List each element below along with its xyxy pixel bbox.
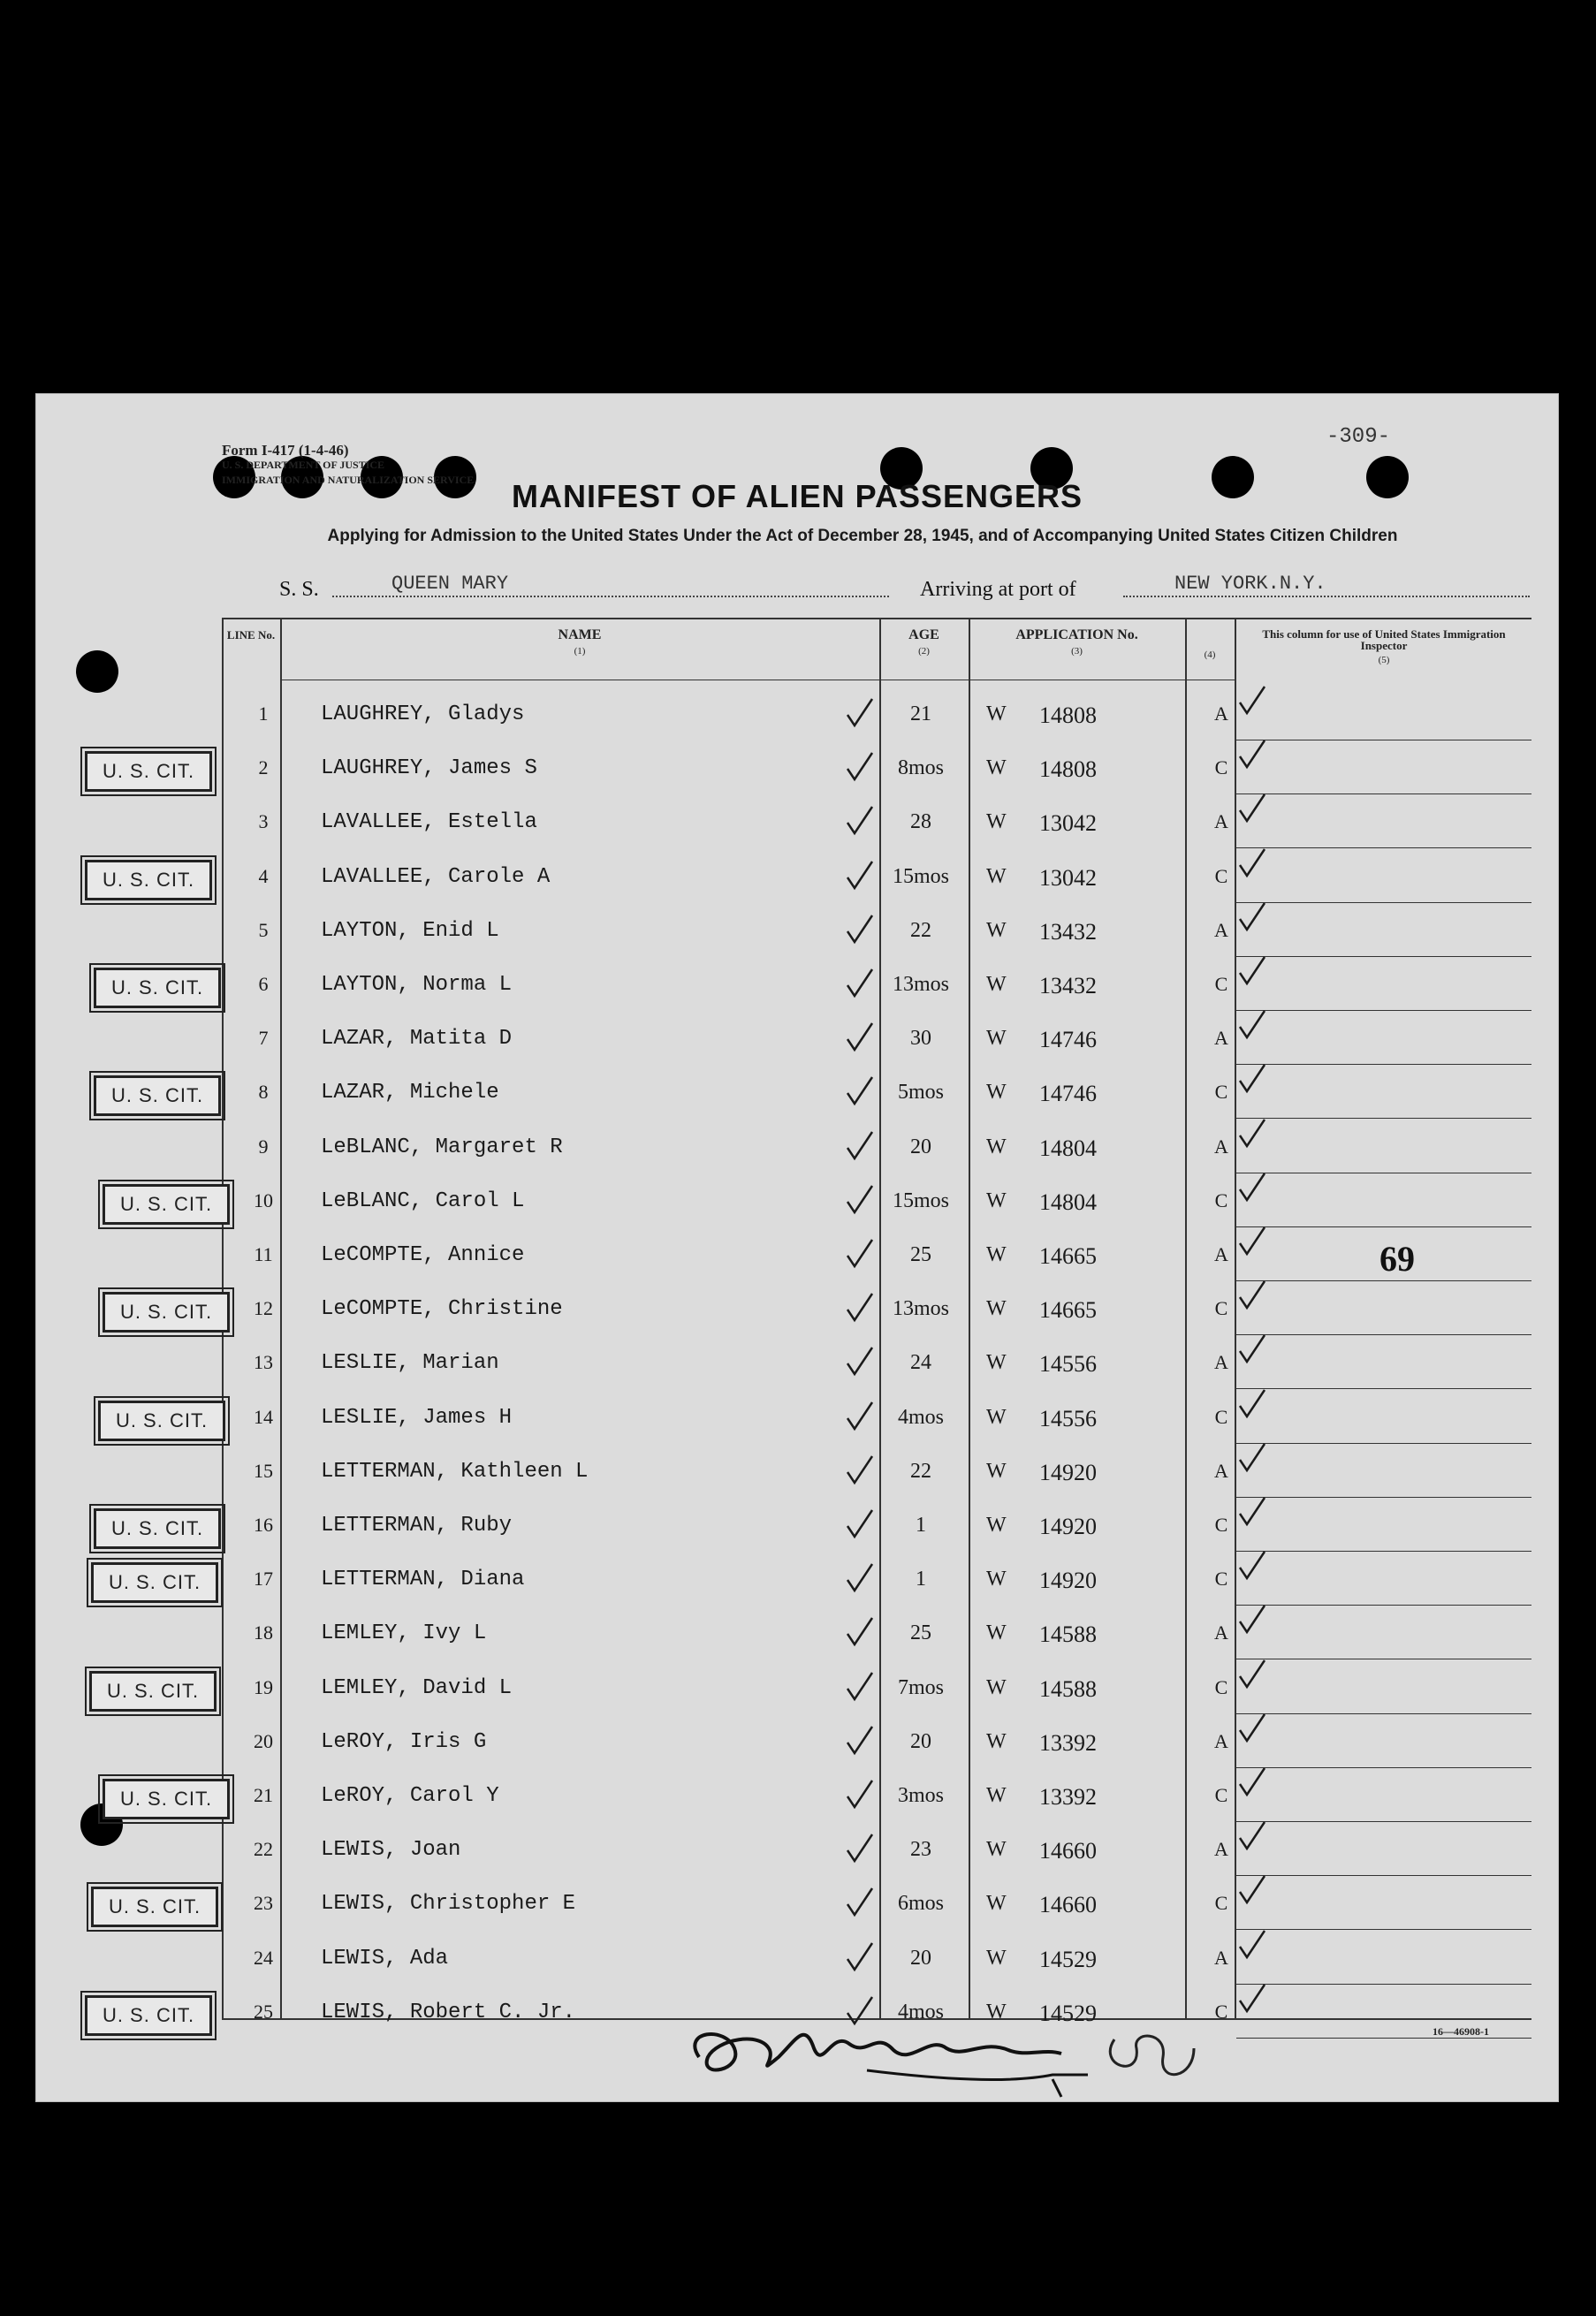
application-prefix: W (986, 1946, 1007, 1970)
passenger-table (222, 618, 1531, 2026)
page-number: -309- (1326, 425, 1391, 449)
inspector-rule (1236, 1064, 1531, 1065)
passenger-age: 15mos (892, 864, 949, 888)
inspector-rule (1236, 1010, 1531, 1011)
line-number: 16 (254, 1514, 273, 1536)
check-mark-icon (844, 1614, 876, 1650)
check-mark-icon (844, 1940, 876, 1975)
passenger-class: C (1214, 973, 1228, 995)
passenger-class: A (1214, 1351, 1228, 1374)
form-number: Form I-417 (1-4-46) (222, 442, 349, 459)
passenger-name: LAYTON, Norma L (321, 973, 513, 997)
manifest-page (35, 393, 1559, 2102)
manifest-subtitle: Applying for Admission to the United States Under the Act of December 28, 1945, and of Accompanying United States Citizen Children (327, 527, 1398, 545)
application-prefix: W (986, 756, 1007, 780)
line-number: 14 (254, 1405, 273, 1428)
table-row (222, 1770, 1531, 1824)
port-dotted-line (1123, 596, 1530, 597)
passenger-class: A (1214, 1243, 1228, 1265)
line-number: 2 (258, 756, 269, 779)
check-mark-icon (1236, 1386, 1268, 1422)
table-row (222, 1283, 1531, 1337)
check-mark-icon (1236, 1927, 1268, 1963)
inspector-rule (1236, 1875, 1531, 1876)
passenger-name: LeBLANC, Carol L (321, 1188, 525, 1213)
inspector-total: 69 (1379, 1239, 1415, 1279)
inspector-rule (1236, 1497, 1531, 1498)
inspector-rule (1236, 1388, 1531, 1389)
signature-scribble (673, 1995, 1220, 2101)
header-line-no: LINE No. (226, 628, 276, 642)
inspector-rule (1236, 1767, 1531, 1768)
passenger-name: LeROY, Iris G (321, 1729, 487, 1754)
passenger-class: A (1214, 1621, 1228, 1644)
passenger-class: C (1214, 1892, 1228, 1915)
table-row (222, 1878, 1531, 1932)
passenger-class: C (1214, 1405, 1228, 1428)
table-row (222, 1553, 1531, 1607)
passenger-name: LETTERMAN, Ruby (321, 1514, 513, 1538)
ship-dotted-line (332, 596, 889, 597)
application-prefix: W (986, 1892, 1007, 1916)
application-number: 14808 (1039, 756, 1097, 783)
check-mark-icon (1236, 1657, 1268, 1692)
line-number: 22 (254, 1838, 273, 1861)
line-number: 12 (254, 1297, 273, 1320)
inspector-rule (1236, 1334, 1531, 1335)
line-number: 19 (254, 1675, 273, 1698)
inspector-rule (1236, 1984, 1531, 1985)
application-prefix: W (986, 1729, 1007, 1753)
passenger-age: 30 (910, 1027, 931, 1051)
line-number: 23 (254, 1892, 273, 1915)
table-row (222, 1067, 1531, 1120)
passenger-age: 22 (910, 1459, 931, 1483)
line-number: 17 (254, 1568, 273, 1591)
passenger-age: 3mos (897, 1784, 944, 1807)
check-mark-icon (844, 966, 876, 1001)
table-row (222, 1121, 1531, 1175)
us-citizen-stamp: U. S. CIT. (85, 860, 212, 900)
application-prefix: W (986, 1297, 1007, 1321)
table-row (222, 959, 1531, 1013)
application-number: 14665 (1039, 1297, 1097, 1324)
passenger-age: 25 (910, 1243, 931, 1266)
check-mark-icon (1236, 846, 1268, 881)
check-mark-icon (1236, 953, 1268, 989)
application-prefix: W (986, 1351, 1007, 1375)
line-number: 1 (258, 702, 269, 725)
application-number: 14665 (1039, 1243, 1097, 1269)
line-number: 7 (258, 1027, 269, 1050)
passenger-name: LESLIE, James H (321, 1405, 513, 1430)
passenger-age: 5mos (897, 1081, 944, 1105)
check-mark-icon (1236, 1170, 1268, 1205)
us-citizen-stamp: U. S. CIT. (85, 751, 212, 792)
check-mark-icon (844, 1344, 876, 1379)
table-row (222, 1500, 1531, 1553)
passenger-name: LAVALLEE, Estella (321, 810, 537, 835)
passenger-name: LEWIS, Christopher E (321, 1892, 576, 1917)
passenger-name: LAUGHREY, Gladys (321, 702, 525, 726)
passenger-class: C (1214, 1188, 1228, 1211)
check-mark-icon (1236, 683, 1268, 718)
table-row (222, 905, 1531, 959)
check-mark-icon (844, 1290, 876, 1325)
check-mark-icon (1236, 1602, 1268, 1637)
passenger-name: LAVALLEE, Carole A (321, 864, 551, 889)
line-number: 8 (258, 1081, 269, 1104)
inspector-rule (1236, 1713, 1531, 1714)
check-mark-icon (844, 1723, 876, 1758)
table-row (222, 1446, 1531, 1500)
passenger-age: 23 (910, 1838, 931, 1862)
table-row (222, 1662, 1531, 1716)
table-row (222, 796, 1531, 850)
passenger-name: LAZAR, Michele (321, 1081, 499, 1105)
check-mark-icon (844, 912, 876, 947)
passenger-name: LETTERMAN, Kathleen L (321, 1459, 589, 1484)
us-citizen-stamp: U. S. CIT. (103, 1779, 230, 1819)
us-citizen-stamp: U. S. CIT. (94, 1508, 221, 1549)
application-prefix: W (986, 918, 1007, 942)
passenger-name: LAYTON, Enid L (321, 918, 499, 943)
check-mark-icon (1236, 1872, 1268, 1908)
passenger-class: C (1214, 1675, 1228, 1698)
inspector-rule (1236, 1226, 1531, 1227)
passenger-age: 4mos (897, 2000, 944, 2024)
application-number: 14660 (1039, 1838, 1097, 1864)
application-prefix: W (986, 2000, 1007, 2024)
check-mark-icon (844, 1669, 876, 1705)
check-mark-icon (1236, 1765, 1268, 1800)
application-prefix: W (986, 810, 1007, 834)
passenger-age: 13mos (892, 1297, 949, 1321)
passenger-name: LeCOMPTE, Christine (321, 1297, 563, 1322)
application-number: 14920 (1039, 1514, 1097, 1539)
inspector-rule (1236, 847, 1531, 848)
table-row (222, 1337, 1531, 1391)
check-mark-icon (844, 1020, 876, 1055)
check-mark-icon (1236, 900, 1268, 935)
passenger-age: 20 (910, 1729, 931, 1753)
inspector-rule (1236, 1929, 1531, 1930)
passenger-class: A (1214, 1729, 1228, 1752)
check-mark-icon (844, 1074, 876, 1109)
inspector-rule (1236, 1280, 1531, 1281)
us-citizen-stamp: U. S. CIT. (91, 1562, 218, 1603)
table-row (222, 688, 1531, 742)
line-number: 3 (258, 810, 269, 833)
line-number: 20 (254, 1729, 273, 1752)
document-id: 16—46908-1 (1433, 2025, 1489, 2038)
line-number: 5 (258, 918, 269, 941)
check-mark-icon (1236, 1711, 1268, 1746)
check-mark-icon (844, 695, 876, 731)
service-line: IMMIGRATION AND NATURALIZATION SERVICE (222, 474, 475, 486)
line-number: 18 (254, 1621, 273, 1644)
passenger-name: LeBLANC, Margaret R (321, 1135, 563, 1159)
check-mark-icon (1236, 1548, 1268, 1583)
passenger-class: C (1214, 1081, 1228, 1104)
passenger-name: LEWIS, Ada (321, 1946, 449, 1970)
application-number: 14588 (1039, 1675, 1097, 1702)
us-citizen-stamp: U. S. CIT. (94, 968, 221, 1008)
line-number: 24 (254, 1946, 273, 1969)
application-prefix: W (986, 1514, 1007, 1537)
application-prefix: W (986, 1135, 1007, 1158)
passenger-class: A (1214, 1027, 1228, 1050)
inspector-rule (1236, 956, 1531, 957)
passenger-age: 20 (910, 1135, 931, 1158)
application-number: 13432 (1039, 973, 1097, 999)
check-mark-icon (844, 803, 876, 839)
passenger-class: C (1214, 2000, 1228, 2023)
application-prefix: W (986, 1568, 1007, 1591)
application-number: 14556 (1039, 1405, 1097, 1431)
us-citizen-stamp: U. S. CIT. (94, 1075, 221, 1116)
table-row (222, 1716, 1531, 1770)
line-number: 21 (254, 1784, 273, 1806)
application-prefix: W (986, 1243, 1007, 1266)
passenger-class: C (1214, 1514, 1228, 1536)
passenger-age: 15mos (892, 1188, 949, 1212)
application-prefix: W (986, 702, 1007, 725)
passenger-age: 1 (916, 1568, 926, 1591)
line-number: 9 (258, 1135, 269, 1158)
application-prefix: W (986, 864, 1007, 888)
passenger-class: A (1214, 1135, 1228, 1158)
check-mark-icon (1236, 1494, 1268, 1530)
passenger-name: LEWIS, Joan (321, 1838, 461, 1863)
check-mark-icon (1236, 1332, 1268, 1367)
passenger-class: A (1214, 918, 1228, 941)
us-citizen-stamp: U. S. CIT. (103, 1292, 230, 1333)
passenger-name: LEMLEY, David L (321, 1675, 513, 1700)
check-mark-icon (1236, 1224, 1268, 1259)
check-mark-icon (844, 1777, 876, 1812)
check-mark-icon (844, 1236, 876, 1272)
check-mark-icon (844, 1885, 876, 1920)
passenger-age: 6mos (897, 1892, 944, 1916)
passenger-age: 24 (910, 1351, 931, 1375)
application-number: 14529 (1039, 1946, 1097, 1972)
application-number: 13392 (1039, 1784, 1097, 1810)
check-mark-icon (844, 1399, 876, 1434)
application-prefix: W (986, 1459, 1007, 1483)
check-mark-icon (1236, 791, 1268, 826)
us-citizen-stamp: U. S. CIT. (89, 1671, 217, 1712)
application-number: 13042 (1039, 810, 1097, 837)
line-number: 15 (254, 1459, 273, 1482)
check-mark-icon (1236, 737, 1268, 772)
line-number: 13 (254, 1351, 273, 1374)
table-row (222, 851, 1531, 905)
application-number: 14529 (1039, 2000, 1097, 2026)
check-mark-icon (844, 1831, 876, 1866)
check-mark-icon (844, 1182, 876, 1218)
header-age: AGE (2) (908, 627, 939, 657)
line-number: 10 (254, 1188, 273, 1211)
ship-line (248, 573, 1530, 603)
application-prefix: W (986, 1188, 1007, 1212)
port-label: Arriving at port of (920, 578, 1076, 601)
department-line: U. S. DEPARTMENT OF JUSTICE (222, 459, 385, 471)
application-number: 14588 (1039, 1621, 1097, 1648)
passenger-name: LEWIS, Robert C. Jr. (321, 2000, 576, 2024)
passenger-name: LETTERMAN, Diana (321, 1568, 525, 1592)
inspector-rule (1236, 1443, 1531, 1444)
passenger-class: A (1214, 1946, 1228, 1969)
manifest-title: MANIFEST OF ALIEN PASSENGERS (511, 478, 1083, 514)
application-prefix: W (986, 1405, 1007, 1429)
inspector-rule (1236, 1821, 1531, 1822)
table-row (222, 1229, 1531, 1283)
us-citizen-stamp: U. S. CIT. (91, 1887, 218, 1927)
header-application: APPLICATION No. (3) (1015, 627, 1138, 657)
table-row (222, 1392, 1531, 1446)
passenger-age: 8mos (897, 756, 944, 780)
application-number: 14660 (1039, 1892, 1097, 1918)
passenger-age: 7mos (897, 1675, 944, 1699)
application-number: 14920 (1039, 1459, 1097, 1485)
passenger-class: C (1214, 756, 1228, 779)
check-mark-icon (1236, 1061, 1268, 1097)
header-col4: (4) (1204, 649, 1216, 660)
check-mark-icon (1236, 1819, 1268, 1854)
check-mark-icon (1236, 1981, 1268, 2016)
us-citizen-stamp: U. S. CIT. (85, 1995, 212, 2036)
table-row (222, 1175, 1531, 1229)
check-mark-icon (844, 1507, 876, 1542)
passenger-class: A (1214, 702, 1228, 725)
application-prefix: W (986, 1081, 1007, 1105)
passenger-class: A (1214, 810, 1228, 833)
us-citizen-stamp: U. S. CIT. (103, 1184, 230, 1225)
passenger-age: 22 (910, 918, 931, 942)
port-name: NEW YORK.N.Y. (1174, 573, 1326, 595)
inspector-rule (1236, 1605, 1531, 1606)
application-prefix: W (986, 1675, 1007, 1699)
application-prefix: W (986, 973, 1007, 996)
application-number: 13432 (1039, 918, 1097, 945)
inspector-rule (1236, 902, 1531, 903)
inspector-rule (1236, 1118, 1531, 1119)
application-number: 14804 (1039, 1135, 1097, 1161)
application-number: 14746 (1039, 1027, 1097, 1053)
passenger-age: 1 (916, 1514, 926, 1537)
ship-name: QUEEN MARY (391, 573, 509, 595)
passenger-name: LESLIE, Marian (321, 1351, 499, 1376)
application-number: 14556 (1039, 1351, 1097, 1378)
application-prefix: W (986, 1621, 1007, 1645)
check-mark-icon (844, 1453, 876, 1488)
check-mark-icon (844, 1560, 876, 1596)
passenger-name: LEMLEY, Ivy L (321, 1621, 487, 1646)
header-name: NAME (1) (558, 627, 602, 657)
passenger-age: 20 (910, 1946, 931, 1970)
passenger-class: C (1214, 1297, 1228, 1320)
table-row (222, 1933, 1531, 1986)
passenger-age: 25 (910, 1621, 931, 1645)
passenger-age: 4mos (897, 1405, 944, 1429)
passenger-name: LAUGHREY, James S (321, 756, 537, 781)
passenger-age: 21 (910, 702, 931, 725)
passenger-class: A (1214, 1838, 1228, 1861)
check-mark-icon (1236, 1007, 1268, 1043)
application-number: 13042 (1039, 864, 1097, 891)
check-mark-icon (844, 858, 876, 893)
table-row (222, 1607, 1531, 1661)
passenger-name: LeROY, Carol Y (321, 1784, 499, 1808)
passenger-age: 13mos (892, 973, 949, 996)
application-number: 14804 (1039, 1188, 1097, 1215)
application-prefix: W (986, 1784, 1007, 1807)
application-number: 14920 (1039, 1568, 1097, 1594)
passenger-class: A (1214, 1459, 1228, 1482)
check-mark-icon (844, 1128, 876, 1164)
passenger-name: LAZAR, Matita D (321, 1027, 513, 1052)
application-number: 14808 (1039, 702, 1097, 728)
check-mark-icon (1236, 1440, 1268, 1476)
passenger-class: C (1214, 1784, 1228, 1806)
table-row (222, 742, 1531, 796)
check-mark-icon (1236, 1116, 1268, 1151)
us-citizen-stamp: U. S. CIT. (98, 1401, 225, 1441)
header-inspector: This column for use of United States Immigration Inspector (5) (1262, 627, 1506, 665)
passenger-class: C (1214, 1568, 1228, 1591)
application-prefix: W (986, 1838, 1007, 1862)
application-number: 13392 (1039, 1729, 1097, 1756)
check-mark-icon (844, 749, 876, 785)
line-number: 6 (258, 973, 269, 995)
table-row (222, 1013, 1531, 1067)
line-number: 25 (254, 2000, 273, 2023)
passenger-name: LeCOMPTE, Annice (321, 1243, 525, 1267)
punch-hole (76, 650, 118, 693)
ss-label: S. S. (279, 578, 319, 601)
passenger-age: 28 (910, 810, 931, 834)
application-prefix: W (986, 1027, 1007, 1051)
line-number: 4 (258, 864, 269, 887)
passenger-class: C (1214, 864, 1228, 887)
line-number: 11 (254, 1243, 273, 1265)
table-row (222, 1824, 1531, 1878)
application-number: 14746 (1039, 1081, 1097, 1107)
check-mark-icon (1236, 1278, 1268, 1313)
inspector-rule (1236, 1551, 1531, 1552)
